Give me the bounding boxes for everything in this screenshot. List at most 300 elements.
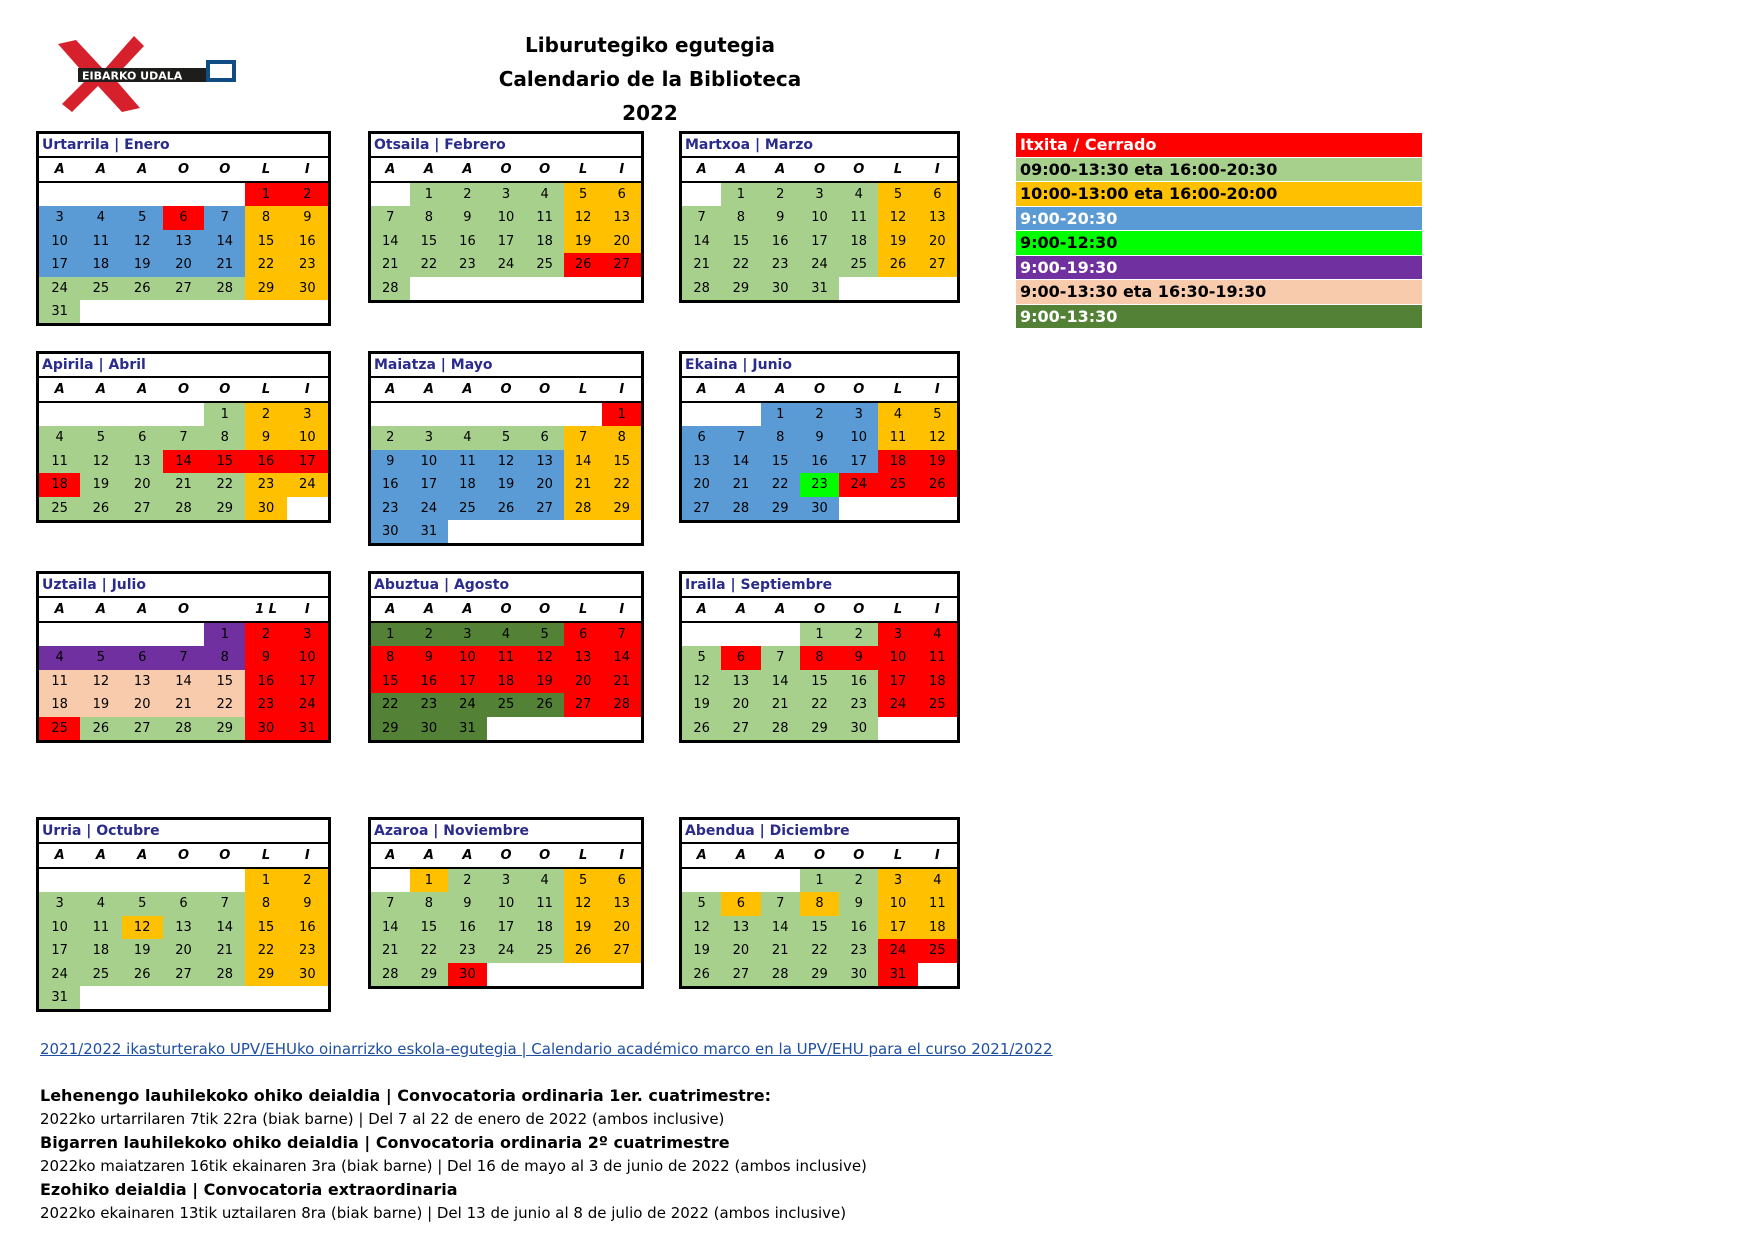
day-cell: 9	[245, 426, 286, 449]
day-cell: 11	[525, 892, 564, 915]
day-cell: 18	[448, 473, 487, 496]
week-row	[39, 497, 328, 520]
day-cell: 22	[800, 693, 839, 716]
title-year: 2022	[622, 101, 678, 125]
empty-cell	[122, 986, 163, 1009]
weekday-label: A	[696, 602, 707, 617]
day-cell: 3	[839, 403, 878, 426]
day-cell: 8	[761, 426, 800, 449]
day-cell: 12	[122, 916, 163, 939]
day-cell: 24	[39, 963, 80, 986]
week-row	[39, 939, 328, 962]
day-cell: 20	[602, 916, 641, 939]
day-cell: 6	[682, 426, 721, 449]
day-cell: 17	[800, 230, 839, 253]
day-cell: 8	[602, 426, 641, 449]
day-cell: 16	[410, 670, 449, 693]
empty-cell	[564, 403, 603, 426]
day-cell: 25	[918, 939, 957, 962]
empty-cell	[163, 183, 204, 206]
week-row	[682, 916, 957, 939]
month-title: Iraila | Septiembre	[682, 574, 957, 598]
day-cell: 30	[800, 497, 839, 520]
empty-cell	[525, 963, 564, 986]
day-cell: 11	[448, 450, 487, 473]
empty-cell	[525, 277, 564, 300]
day-cell: 26	[682, 963, 721, 986]
day-cell: 14	[204, 916, 245, 939]
day-cell: 8	[204, 646, 245, 669]
day-cell: 14	[721, 450, 760, 473]
empty-cell	[918, 717, 957, 740]
day-cell: 18	[39, 693, 80, 716]
day-cell: 15	[410, 230, 449, 253]
day-cell: 7	[761, 646, 800, 669]
empty-cell	[80, 623, 121, 646]
month-calendar	[679, 817, 960, 989]
day-cell: 26	[122, 963, 163, 986]
day-cell: 30	[410, 717, 449, 740]
day-cell: 13	[122, 450, 163, 473]
legend-item: 10:00-13:00 eta 16:00-20:00	[1016, 182, 1422, 207]
day-cell: 22	[204, 473, 245, 496]
day-cell: 8	[371, 646, 410, 669]
day-cell: 18	[487, 670, 526, 693]
day-cell: 4	[80, 206, 121, 229]
day-cell: 12	[525, 646, 564, 669]
eibarko-udala-logo	[56, 34, 236, 112]
weekday-label: A	[423, 162, 434, 177]
weekday-label: I	[619, 382, 625, 397]
empty-cell	[163, 623, 204, 646]
day-cell: 18	[839, 230, 878, 253]
day-cell: 12	[564, 892, 603, 915]
day-cell: 10	[39, 916, 80, 939]
day-cell: 12	[80, 450, 121, 473]
day-cell: 7	[204, 892, 245, 915]
day-cell: 10	[487, 206, 526, 229]
day-cell: 23	[371, 497, 410, 520]
day-cell: 26	[525, 693, 564, 716]
week-row	[39, 230, 328, 253]
day-cell: 6	[721, 892, 760, 915]
empty-cell	[287, 497, 328, 520]
day-cell: 8	[721, 206, 760, 229]
weekday-label: A	[462, 162, 473, 177]
day-cell: 2	[245, 623, 286, 646]
day-cell: 3	[287, 623, 328, 646]
week-row	[371, 646, 641, 669]
weekday-label: A	[735, 162, 746, 177]
day-cell: 29	[204, 717, 245, 740]
weekday-label: A	[95, 382, 106, 397]
weekday-label: L	[579, 382, 588, 397]
legend-item: 9:00-12:30	[1016, 231, 1422, 256]
day-cell: 24	[448, 693, 487, 716]
day-cell: 8	[204, 426, 245, 449]
month-calendar	[679, 131, 960, 303]
day-cell: 30	[839, 717, 878, 740]
day-cell: 12	[564, 206, 603, 229]
weekday-label: I	[304, 602, 310, 617]
day-cell: 30	[839, 963, 878, 986]
day-cell: 9	[287, 206, 328, 229]
week-row	[371, 230, 641, 253]
day-cell: 22	[245, 939, 286, 962]
day-cell: 12	[682, 670, 721, 693]
day-cell: 6	[602, 183, 641, 206]
day-cell: 4	[80, 892, 121, 915]
day-cell: 7	[371, 206, 410, 229]
day-cell: 25	[80, 277, 121, 300]
day-cell: 16	[245, 450, 286, 473]
month-title: Otsaila | Febrero	[371, 134, 641, 158]
weekday-label: O	[539, 162, 551, 177]
day-cell: 2	[245, 403, 286, 426]
empty-cell	[878, 277, 917, 300]
weekday-label: O	[539, 382, 551, 397]
weekday-label: A	[735, 848, 746, 863]
day-cell: 2	[839, 869, 878, 892]
day-cell: 7	[761, 892, 800, 915]
weekday-label: O	[813, 382, 826, 397]
day-cell: 26	[487, 497, 526, 520]
empty-cell	[918, 277, 957, 300]
month-title: Abendua | Diciembre	[682, 820, 957, 844]
day-cell: 3	[487, 183, 526, 206]
day-cell: 1	[204, 623, 245, 646]
empty-cell	[564, 277, 603, 300]
weekday-label: O	[853, 162, 865, 177]
empty-cell	[245, 986, 286, 1009]
day-cell: 22	[761, 473, 800, 496]
weekday-label: A	[423, 602, 434, 617]
month-title: Martxoa | Marzo	[682, 134, 957, 158]
empty-cell	[410, 403, 449, 426]
weekday-label: A	[462, 602, 473, 617]
day-cell: 30	[448, 963, 487, 986]
day-cell: 8	[410, 206, 449, 229]
week-row	[39, 717, 328, 740]
empty-cell	[122, 300, 163, 323]
day-cell: 19	[918, 450, 957, 473]
day-cell: 24	[410, 497, 449, 520]
day-cell: 3	[39, 206, 80, 229]
day-cell: 29	[761, 497, 800, 520]
day-cell: 24	[487, 939, 526, 962]
day-cell: 10	[487, 892, 526, 915]
day-cell: 23	[245, 473, 286, 496]
weekday-label: L	[893, 848, 903, 863]
week-row	[682, 646, 957, 669]
day-cell: 30	[371, 520, 410, 543]
day-cell: 2	[761, 183, 800, 206]
week-row	[682, 497, 957, 520]
day-cell: 17	[287, 670, 328, 693]
week-row	[39, 206, 328, 229]
day-cell: 19	[122, 939, 163, 962]
day-cell: 30	[287, 963, 328, 986]
day-cell: 25	[525, 939, 564, 962]
weekday-label: 1 L	[255, 602, 277, 617]
day-cell: 17	[39, 939, 80, 962]
day-cell: 21	[204, 253, 245, 276]
day-cell: 6	[122, 426, 163, 449]
weekday-label: I	[304, 382, 310, 397]
day-cell: 13	[163, 230, 204, 253]
weekday-label: I	[304, 162, 310, 177]
day-cell: 6	[564, 623, 603, 646]
empty-cell	[487, 717, 526, 740]
weekday-header	[682, 844, 957, 869]
day-cell: 5	[918, 403, 957, 426]
day-cell: 6	[163, 206, 204, 229]
weekday-label: A	[385, 602, 396, 617]
day-cell: 27	[602, 939, 641, 962]
weekday-header	[39, 158, 328, 183]
week-row	[39, 916, 328, 939]
day-cell: 9	[761, 206, 800, 229]
weekday-header	[39, 378, 328, 403]
day-cell: 21	[602, 670, 641, 693]
day-cell: 26	[80, 497, 121, 520]
empty-cell	[761, 869, 800, 892]
day-cell: 14	[761, 670, 800, 693]
day-cell: 30	[245, 497, 286, 520]
day-cell: 16	[287, 230, 328, 253]
day-cell: 4	[878, 403, 917, 426]
day-cell: 19	[682, 693, 721, 716]
day-cell: 29	[800, 963, 839, 986]
day-cell: 11	[918, 646, 957, 669]
day-cell: 27	[564, 693, 603, 716]
weekday-label: A	[462, 382, 473, 397]
day-cell: 29	[245, 963, 286, 986]
empty-cell	[163, 300, 204, 323]
day-cell: 19	[80, 693, 121, 716]
day-cell: 25	[39, 717, 80, 740]
day-cell: 31	[878, 963, 917, 986]
day-cell: 22	[371, 693, 410, 716]
week-row	[682, 426, 957, 449]
day-cell: 16	[245, 670, 286, 693]
empty-cell	[448, 277, 487, 300]
day-cell: 15	[371, 670, 410, 693]
day-cell: 16	[448, 230, 487, 253]
week-row	[371, 497, 641, 520]
day-cell: 26	[878, 253, 917, 276]
day-cell: 29	[204, 497, 245, 520]
weekday-header	[39, 844, 328, 869]
week-row	[39, 646, 328, 669]
empty-cell	[878, 497, 917, 520]
day-cell: 9	[839, 646, 878, 669]
exam-period-3-heading: Ezohiko deialdia | Convocatoria extraordinaria	[40, 1180, 458, 1199]
weekday-label: O	[500, 162, 512, 177]
weekday-label: O	[813, 602, 826, 617]
month-calendar	[679, 571, 960, 743]
day-cell: 5	[564, 869, 603, 892]
weekday-label: O	[177, 162, 190, 177]
week-row	[39, 300, 328, 323]
day-cell: 20	[163, 253, 204, 276]
empty-cell	[39, 403, 80, 426]
weekday-label: A	[696, 848, 707, 863]
day-cell: 21	[564, 473, 603, 496]
day-cell: 14	[204, 230, 245, 253]
day-cell: 30	[245, 717, 286, 740]
day-cell: 1	[371, 623, 410, 646]
empty-cell	[245, 300, 286, 323]
day-cell: 2	[371, 426, 410, 449]
day-cell: 18	[39, 473, 80, 496]
day-cell: 8	[410, 892, 449, 915]
day-cell: 26	[122, 277, 163, 300]
weekday-label	[204, 598, 245, 621]
exam-periods	[40, 1084, 1140, 1225]
weekday-label: A	[54, 602, 65, 617]
day-cell: 14	[371, 230, 410, 253]
day-cell: 13	[122, 670, 163, 693]
month-calendar	[679, 351, 960, 523]
day-cell: 13	[721, 916, 760, 939]
day-cell: 24	[878, 939, 917, 962]
empty-cell	[487, 403, 526, 426]
weekday-label: A	[462, 848, 473, 863]
day-cell: 2	[410, 623, 449, 646]
empty-cell	[448, 403, 487, 426]
weekday-label: A	[696, 162, 707, 177]
week-row	[39, 693, 328, 716]
day-cell: 14	[371, 916, 410, 939]
weekday-label: A	[137, 382, 148, 397]
week-row	[371, 520, 641, 543]
day-cell: 4	[487, 623, 526, 646]
day-cell: 31	[39, 300, 80, 323]
day-cell: 6	[163, 892, 204, 915]
week-row	[682, 892, 957, 915]
day-cell: 14	[163, 670, 204, 693]
day-cell: 2	[800, 403, 839, 426]
weekday-label: A	[696, 382, 707, 397]
day-cell: 14	[163, 450, 204, 473]
day-cell: 19	[80, 473, 121, 496]
day-cell: 17	[448, 670, 487, 693]
day-cell: 1	[761, 403, 800, 426]
day-cell: 19	[487, 473, 526, 496]
month-title: Urtarrila | Enero	[39, 134, 328, 158]
day-cell: 12	[878, 206, 917, 229]
weekday-label: A	[137, 162, 148, 177]
empty-cell	[602, 520, 641, 543]
day-cell: 17	[39, 253, 80, 276]
day-cell: 2	[839, 623, 878, 646]
day-cell: 7	[564, 426, 603, 449]
day-cell: 5	[487, 426, 526, 449]
weekday-label: L	[893, 382, 903, 397]
day-cell: 20	[122, 473, 163, 496]
day-cell: 16	[800, 450, 839, 473]
day-cell: 24	[287, 693, 328, 716]
academic-calendar-link[interactable]: 2021/2022 ikasturterako UPV/EHUko oinarrizko eskola-egutegia | Calendario académico marco en la UPV/EHU para el curso 2021/2022	[40, 1040, 1053, 1058]
empty-cell	[287, 986, 328, 1009]
empty-cell	[39, 623, 80, 646]
day-cell: 28	[761, 717, 800, 740]
day-cell: 31	[410, 520, 449, 543]
month-calendar	[36, 351, 331, 523]
empty-cell	[80, 403, 121, 426]
day-cell: 29	[410, 963, 449, 986]
day-cell: 4	[39, 646, 80, 669]
day-cell: 9	[800, 426, 839, 449]
week-row	[371, 473, 641, 496]
day-cell: 28	[371, 963, 410, 986]
week-row	[371, 426, 641, 449]
week-row	[682, 230, 957, 253]
day-cell: 18	[80, 939, 121, 962]
week-row	[371, 693, 641, 716]
weekday-label: L	[261, 162, 271, 177]
day-cell: 28	[721, 497, 760, 520]
month-calendar	[36, 817, 331, 1012]
week-row	[39, 403, 328, 426]
week-row	[39, 450, 328, 473]
day-cell: 6	[122, 646, 163, 669]
day-cell: 9	[287, 892, 328, 915]
weekday-label: A	[385, 848, 396, 863]
weekday-label: O	[853, 848, 865, 863]
day-cell: 9	[448, 892, 487, 915]
day-cell: 27	[721, 717, 760, 740]
day-cell: 11	[487, 646, 526, 669]
weekday-header	[682, 378, 957, 403]
day-cell: 17	[839, 450, 878, 473]
day-cell: 13	[682, 450, 721, 473]
day-cell: 10	[410, 450, 449, 473]
day-cell: 15	[245, 916, 286, 939]
empty-cell	[122, 623, 163, 646]
day-cell: 4	[918, 869, 957, 892]
day-cell: 13	[525, 450, 564, 473]
empty-cell	[761, 623, 800, 646]
empty-cell	[918, 963, 957, 986]
empty-cell	[878, 717, 917, 740]
day-cell: 21	[761, 693, 800, 716]
weekday-label: O	[813, 848, 826, 863]
day-cell: 11	[80, 230, 121, 253]
weekday-label: A	[775, 162, 786, 177]
weekday-label: O	[500, 602, 512, 617]
day-cell: 23	[839, 693, 878, 716]
weekday-label: A	[775, 602, 786, 617]
day-cell: 4	[525, 183, 564, 206]
exam-period-2-heading: Bigarren lauhilekoko ohiko deialdia | Convocatoria ordinaria 2º cuatrimestre	[40, 1133, 730, 1152]
day-cell: 23	[410, 693, 449, 716]
empty-cell	[682, 869, 721, 892]
day-cell: 19	[564, 230, 603, 253]
week-row	[39, 253, 328, 276]
day-cell: 25	[839, 253, 878, 276]
week-row	[371, 670, 641, 693]
day-cell: 26	[564, 253, 603, 276]
day-cell: 16	[761, 230, 800, 253]
day-cell: 24	[487, 253, 526, 276]
legend-item: Itxita / Cerrado	[1016, 133, 1422, 158]
day-cell: 20	[721, 939, 760, 962]
day-cell: 29	[371, 717, 410, 740]
weekday-label: O	[177, 602, 190, 617]
day-cell: 21	[204, 939, 245, 962]
